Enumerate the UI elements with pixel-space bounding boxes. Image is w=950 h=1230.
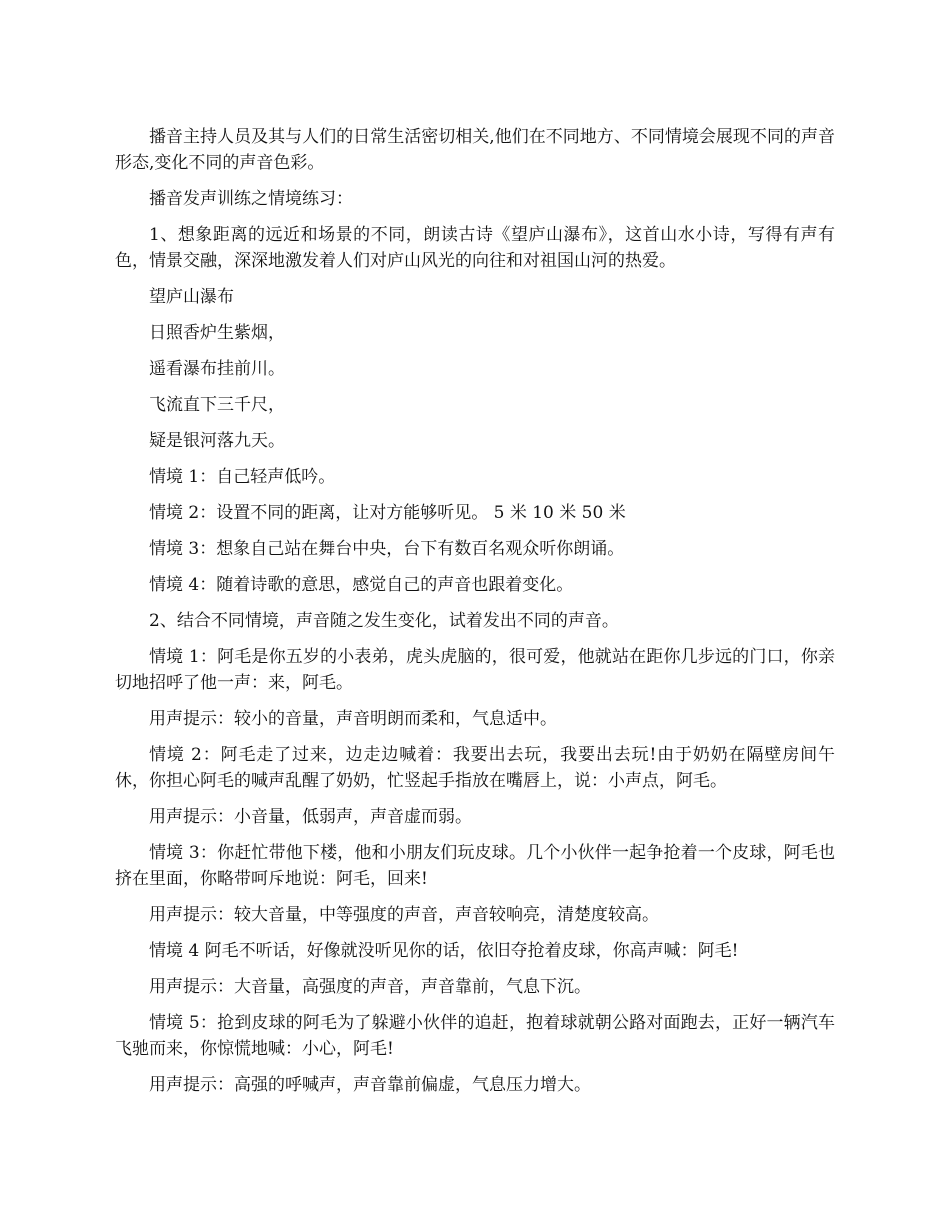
- poem-line-2: 遥看瀑布挂前川。: [149, 359, 285, 379]
- paragraph-intro: 播音主持人员及其与人们的日常生活密切相关,他们在不同地方、不同情境会展现不同的声音形态,变化不同的声音色彩。: [115, 127, 835, 173]
- scenario-1-2: 情境 2：设置不同的距离，让对方能够听见。 5 米 10 米 50 米: [149, 503, 626, 523]
- poem-line-3: 飞流直下三千尺，: [149, 395, 285, 415]
- poem-title: 望庐山瀑布: [149, 287, 234, 307]
- scenario-1-3: 情境 3：想象自己站在舞台中央，台下有数百名观众听你朗诵。: [149, 539, 625, 559]
- poem-line-4: 疑是银河落九天。: [149, 431, 285, 451]
- voice-tip-5: 用声提示：高强的呼喊声，声音靠前偏虚，气息压力增大。: [149, 1075, 591, 1095]
- scenario-2-2: 情境 2：阿毛走了过来，边走边喊着：我要出去玩，我要出去玩!由于奶奶在隔壁房间午休，你担心阿毛的喊声乱醒了奶奶，忙竖起手指放在嘴唇上，说：小声点，阿毛。: [115, 745, 835, 791]
- voice-tip-2: 用声提示：小音量，低弱声，声音虚而弱。: [149, 807, 472, 827]
- scenario-1-4: 情境 4：随着诗歌的意思，感觉自己的声音也跟着变化。: [149, 575, 574, 595]
- voice-tip-1: 用声提示：较小的音量，声音明朗而柔和，气息适中。: [149, 709, 557, 729]
- scenario-2-5: 情境 5：抢到皮球的阿毛为了躲避小伙伴的追赶，抱着球就朝公路对面跑去，正好一辆汽车飞驰而来，你惊慌地喊：小心，阿毛!: [115, 1013, 835, 1059]
- scenario-2-4: 情境 4 阿毛不听话，好像就没听见你的话，依旧夺抢着皮球，你高声喊：阿毛!: [149, 941, 739, 961]
- voice-tip-3: 用声提示：较大音量，中等强度的声音，声音较响亮，清楚度较高。: [149, 905, 659, 925]
- scenario-2-3: 情境 3：你赶忙带他下楼，他和小朋友们玩皮球。几个小伙伴一起争抢着一个皮球，阿毛也挤在里面，你略带呵斥地说：阿毛，回来!: [115, 843, 835, 889]
- document-body: [115, 124, 835, 1108]
- paragraph-exercise-2: 2、结合不同情境，声音随之发生变化，试着发出不同的声音。: [149, 611, 619, 631]
- scenario-2-1: 情境 1：阿毛是你五岁的小表弟，虎头虎脑的，很可爱，他就站在距你几步远的门口，你亲切地招呼了他一声：来，阿毛。: [115, 647, 835, 693]
- paragraph-exercise-1: 1、想象距离的远近和场景的不同，朗读古诗《望庐山瀑布》，这首山水小诗，写得有声有色，情景交融，深深地激发着人们对庐山风光的向往和对祖国山河的热爱。: [115, 225, 835, 271]
- voice-tip-4: 用声提示：大音量，高强度的声音，声音靠前，气息下沉。: [149, 977, 591, 997]
- scenario-1-1: 情境 1：自己轻声低吟。: [149, 467, 336, 487]
- paragraph-section-title: 播音发声训练之情境练习：: [149, 189, 353, 209]
- poem-line-1: 日照香炉生紫烟，: [149, 323, 285, 343]
